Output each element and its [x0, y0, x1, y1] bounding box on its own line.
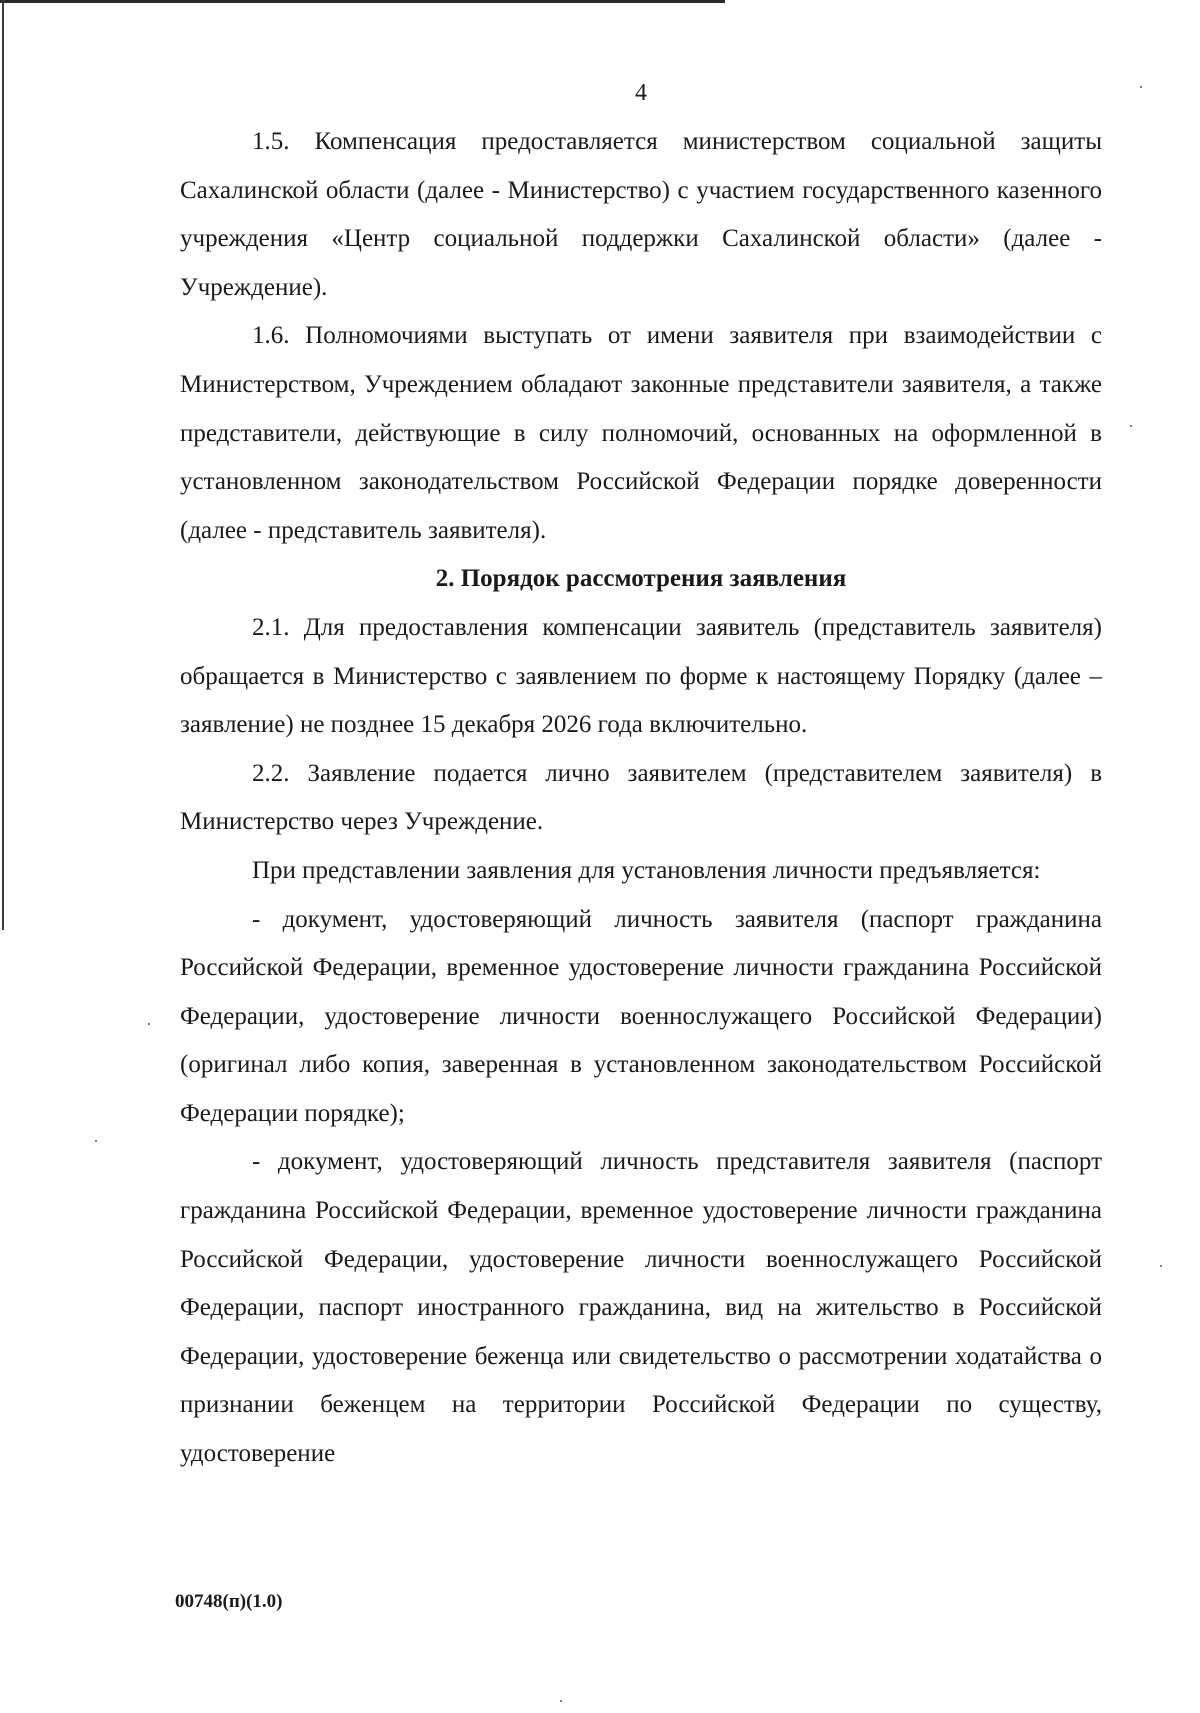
paragraph-2-2: 2.2. Заявление подается лично заявителем (представителем заявителя) в Министерство через Учреждение. — [180, 759, 1102, 836]
scan-speck — [148, 1023, 150, 1025]
scan-speck — [560, 1700, 562, 1702]
paragraph-1-6: 1.6. Полномочиями выступать от имени заявителя при взаимодействии с Министерством, Учреждением обладают законные представители заявителя, а также представители, действующие в силу полномочий, основанных на оформленной в установленном законодательством Российской Федерации порядке доверенности (далее - представитель заявителя). — [180, 322, 1102, 544]
scan-speck — [1130, 425, 1132, 427]
left-scan-border — [2, 0, 4, 930]
paragraph-2-1: 2.1. Для предоставления компенсации заявитель (представитель заявителя) обращается в Министерство с заявлением по форме к настоящему Порядку (далее – заявление) не позднее 15 декабря 2026 года включительно. — [180, 613, 1102, 739]
top-scan-border — [0, 0, 725, 3]
page-number: 4 — [635, 80, 647, 106]
paragraph-doc-applicant: - документ, удостоверяющий личность заявителя (паспорт гражданина Российской Федерации, временное удостоверение личности гражданина Российской Федерации, удостоверение личности военнослужащего Российской Федерации) (оригинал либо копия, заверенная в установленном законодательством Российской Федерации порядке); — [180, 905, 1102, 1127]
section-2-heading: 2. Порядок рассмотрения заявления — [435, 565, 847, 593]
scan-speck — [1160, 1265, 1162, 1267]
paragraph-doc-representative: - документ, удостоверяющий личность представителя заявителя (паспорт гражданина Российской Федерации, временное удостоверение личности гражданина Российской Федерации, удостоверение личности военнослужащего Российской Федерации, паспорт иностранного гражданина, вид на жительство в Российской Федерации, удостоверение беженца или свидетельство о рассмотрении ходатайства о признании беженцем на территории Российской Федерации по существу, удостоверение — [180, 1148, 1102, 1468]
document-code: 00748(п)(1.0) — [175, 1591, 283, 1612]
scan-speck — [95, 1140, 97, 1142]
paragraph-1-5: 1.5. Компенсация предоставляется министерством социальной защиты Сахалинской области (далее - Министерство) с участием государственного казенного учреждения «Центр социальной поддержки Сахалинской области» (далее - Учреждение). — [180, 128, 1102, 301]
paragraph-identity: При представлении заявления для установления личности предъявляется: — [252, 856, 1041, 884]
document-body — [180, 118, 1102, 1479]
scan-speck — [1140, 86, 1142, 88]
